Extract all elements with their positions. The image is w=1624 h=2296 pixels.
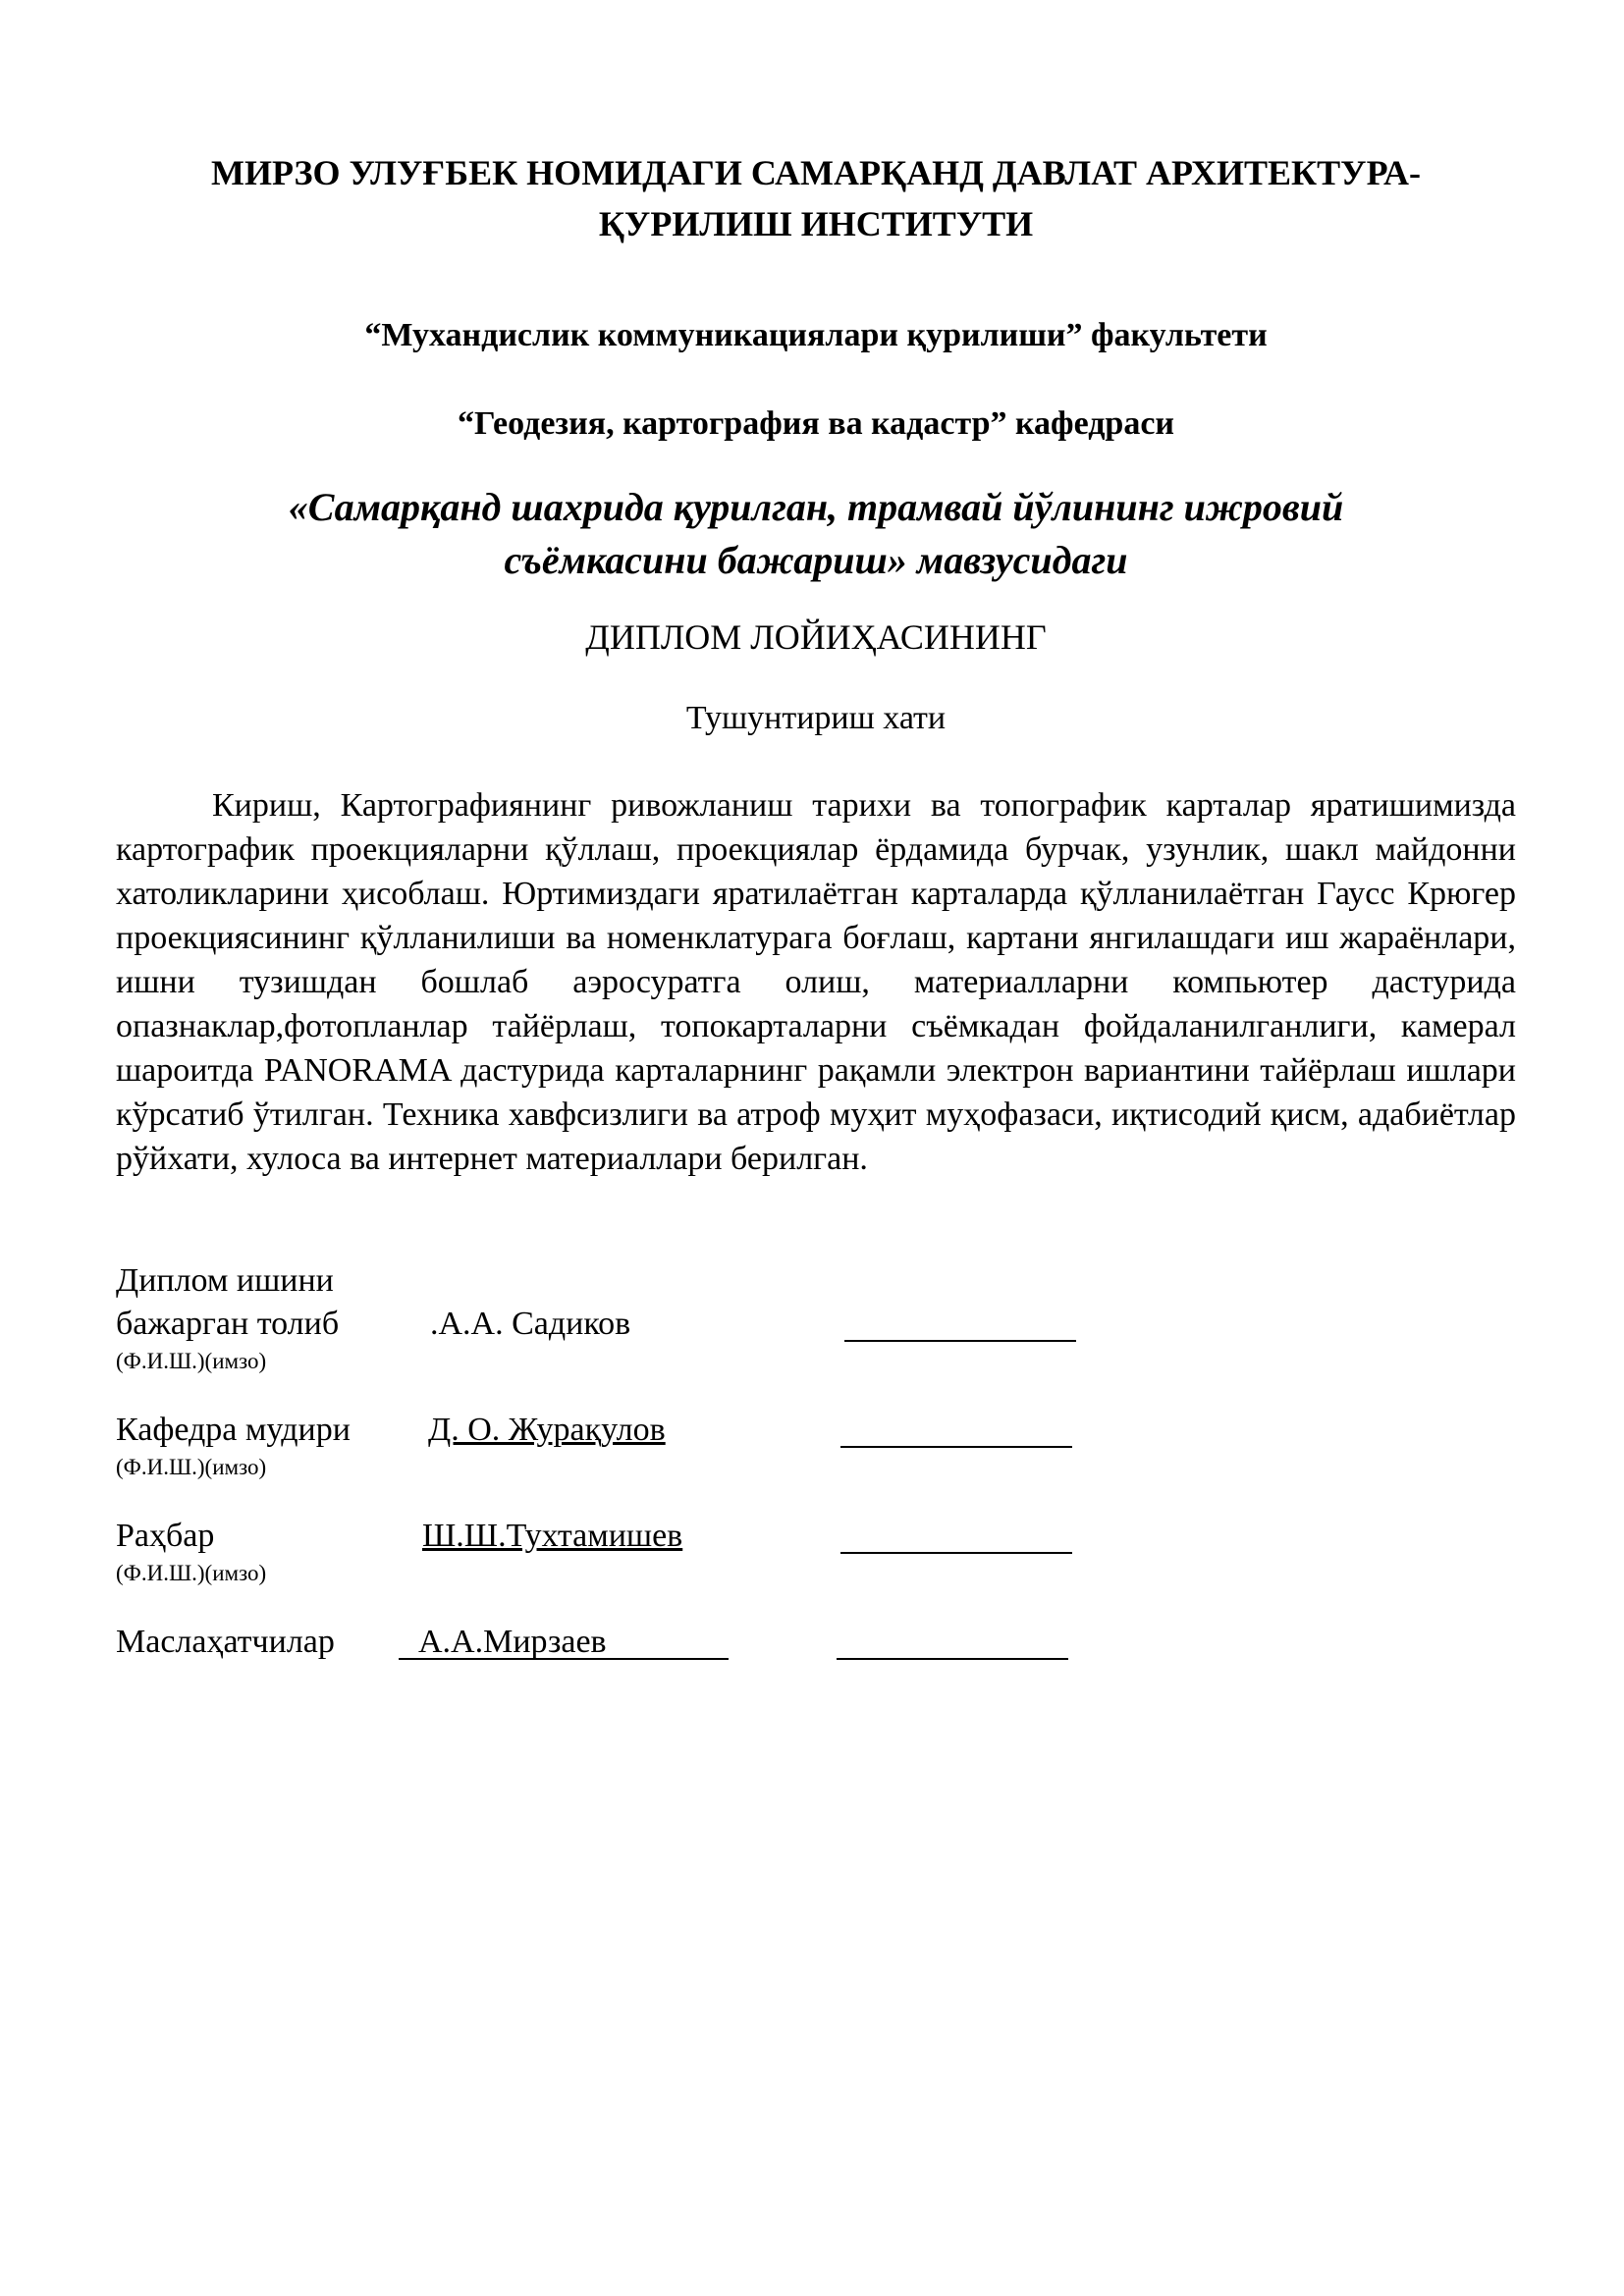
consultants-role: Маслаҳатчилар (116, 1624, 335, 1660)
department-name: “Геодезия, картография ва кадастр” кафедраси (457, 405, 1175, 442)
abstract-paragraph: Кириш, Картографиянинг ривожланиш тарихи ва топографик карталар яратишимизда картографик проекцияларни қўллаш, проекциялар ёрдамида бурчак, узунлик, шакл майдонни хатоликларини ҳисоблаш. Юртимиздаги яратилаётган карталарда қўлланилаётган Гаусс Крюгер проекциясининг қўлланилиши ва номенклатурага боғлаш, картани янгилашдаги иш жараёнлари, ишни тузишдан бошлаб аэросуратга олиш, материалларни компьютер дастурида опазнаклар,фотопланлар тайёрлаш, топокарталарни съёмкадан фойдаланилганлиги, камерал шароитда PANORAMA дастурида карталарнинг рақамли электрон вариантини тайёрлаш ишлари кўрсатиб ўтилган. Техника хавфсизлиги ва атроф муҳит муҳофазаси, иқтисодий қисм, адабиётлар рўйхати, хулоса ва интернет материаллари берилган. (116, 787, 1516, 1177)
document-subtype: Тушунтириш хати (685, 700, 947, 736)
faculty-name: “Мухандислик коммуникациялари қурилиши” факультети (364, 317, 1268, 353)
consultants-name: А.А.Мирзаев (418, 1624, 607, 1660)
student-signature-line (844, 1340, 1076, 1342)
head-role: Кафедра мудири (116, 1412, 351, 1448)
head-caption: (Ф.И.Ш.)(имзо) (116, 1455, 267, 1479)
consultants-signature-line (837, 1658, 1068, 1660)
supervisor-name: Ш.Ш.Тухтамишев (422, 1518, 683, 1554)
document-page (116, 147, 1516, 1672)
thesis-topic-line1: «Самарқанд шахрида қурилган, трамвай йўлининг ижровий (288, 485, 1344, 529)
signature-block (116, 1259, 1516, 1672)
head-signature-line (840, 1446, 1072, 1448)
thesis-topic (116, 481, 1516, 587)
institution-title-line1: МИРЗО УЛУҒБЕК НОМИДАГИ САМАРҚАНД ДАВЛАТ АРХИТЕКТУРА- (211, 153, 1421, 192)
supervisor-role: Раҳбар (116, 1518, 215, 1554)
document-type: ДИПЛОМ ЛОЙИҲАСИНИНГ (585, 617, 1047, 657)
supervisor-caption: (Ф.И.Ш.)(имзо) (116, 1561, 267, 1585)
supervisor-signature-line (840, 1552, 1072, 1554)
student-name: .А.А. Садиков (430, 1306, 631, 1342)
student-role-line1: Диплом ишини (116, 1262, 334, 1299)
institution-title (116, 147, 1516, 249)
student-caption: (Ф.И.Ш.)(имзо) (116, 1349, 267, 1373)
institution-title-line2: ҚУРИЛИШ ИНСТИТУТИ (598, 204, 1034, 243)
student-role-line2: бажарган толиб (116, 1306, 340, 1342)
head-name: Д. О. Журақулов (428, 1412, 666, 1448)
thesis-topic-line2: съёмкасини бажариш» мавзусидаги (504, 538, 1128, 582)
